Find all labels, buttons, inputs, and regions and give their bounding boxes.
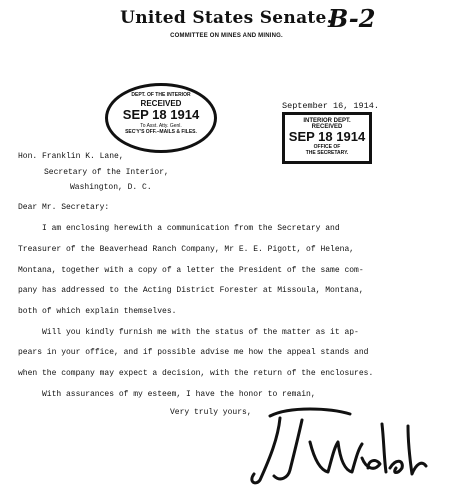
addressee-city: Washington, D. C. [70,183,152,192]
body-line: when the company may expect a decision, with the return of the enclosures. [18,369,374,378]
body-line: Will you kindly furnish me with the status of the matter as it ap- [42,328,359,337]
letter-date: September 16, 1914. [282,101,379,111]
stamp-secretary-line: THE SECRETARY. [305,150,349,156]
stamp-dept-line: INTERIOR DEPT. [303,118,351,124]
stamp-office-line: OFFICE OF [313,144,341,150]
stamp-date-line: SEP 18 1914 [122,107,200,122]
salutation: Dear Mr. Secretary: [18,203,110,212]
body-line: pany has addressed to the Acting District Forester at Missoula, Montana, [18,286,364,295]
stamp-routing-line: To Asst. Atty. Genl. [140,123,182,129]
stamp-date-line: SEP 18 1914 [288,129,366,144]
addressee-title: Secretary of the Interior, [44,168,169,177]
stamp-received-line: RECEIVED [140,99,182,108]
addressee-name: Hon. Franklin K. Lane, [18,152,124,161]
letterhead-title: United States Senate. [120,8,333,28]
received-stamp-rect [282,112,372,164]
closing: Very truly yours, [170,408,252,417]
body-line: pears in your office, and if possible advise me how the appeal stands and [18,348,369,357]
body-line: Treasurer of the Beaverhead Ranch Company, Mr E. E. Pigott, of Helena, [18,245,355,254]
stamp-received-line: RECEIVED [311,124,343,130]
stamp-dept-line: DEPT. OF THE INTERIOR [131,92,191,98]
body-line: Montana, together with a copy of a letter the President of the same com- [18,266,364,275]
body-line: I am enclosing herewith a communication from the Secretary and [42,224,340,233]
received-stamp-oval [105,83,217,153]
signature-graphic [240,398,430,488]
committee-name: COMMITTEE ON MINES AND MINING. [170,33,283,39]
body-line: both of which explain themselves. [18,307,177,316]
stamp-office-line: SEC'Y'S OFF.–MAILS & FILES. [125,129,197,135]
signature [240,398,430,493]
handwritten-file-note: B-2 [328,4,376,33]
body-line: With assurances of my esteem, I have the honor to remain, [42,390,316,399]
